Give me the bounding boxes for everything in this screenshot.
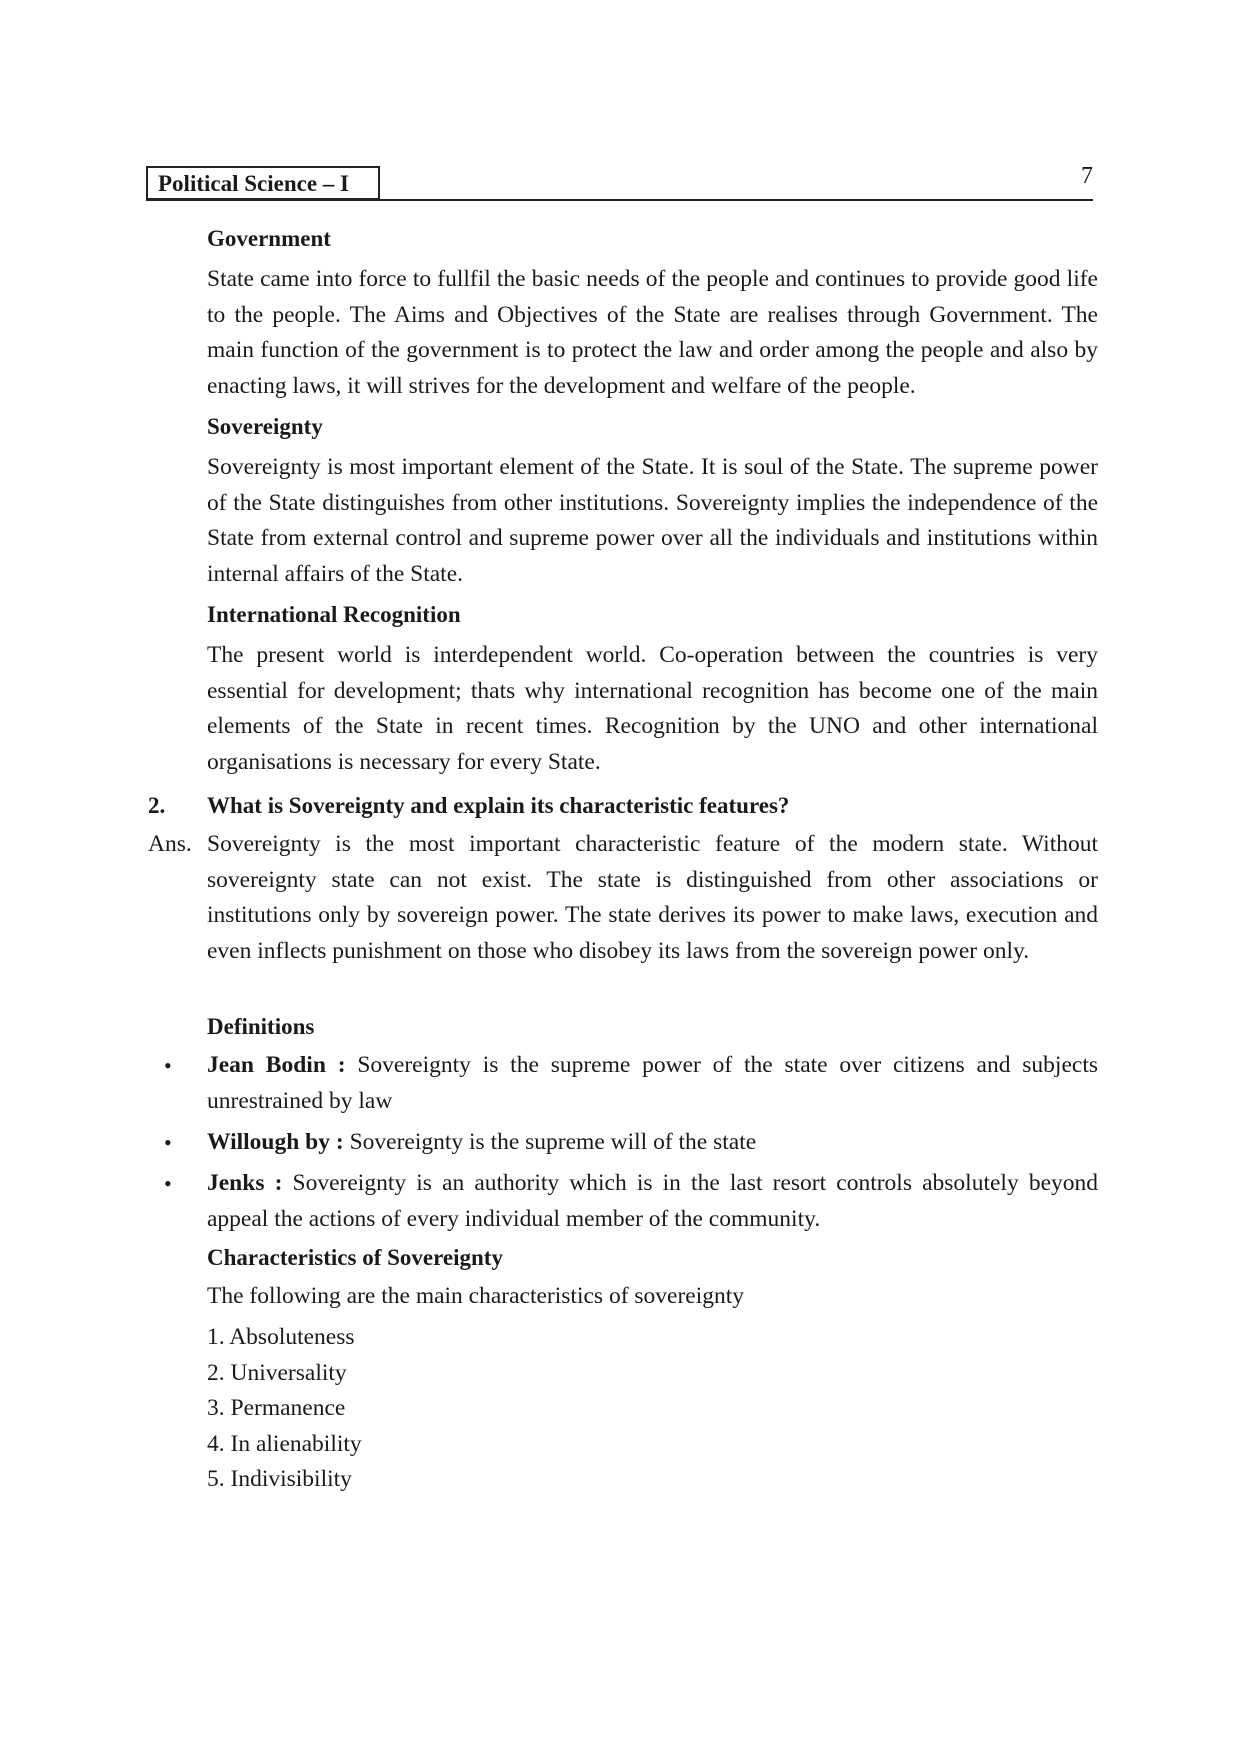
bullet: • [164, 1130, 172, 1155]
page-header [146, 163, 1093, 202]
list-item: 5. Indivisibility [207, 1466, 352, 1492]
definition-item [207, 1125, 1098, 1161]
bullet: • [164, 1171, 172, 1196]
definition-item [207, 1048, 1098, 1119]
definition-item [207, 1166, 1098, 1237]
heading-sovereignty: Sovereignty [207, 414, 323, 439]
definition-author: Willough by : [207, 1129, 344, 1155]
heading-government: Government [207, 226, 331, 251]
page-number: 7 [1081, 163, 1093, 189]
paragraph-government: State came into force to fullfil the basic needs of the people and continues to provide good life to the people. The Aims and Objectives of the State are realises through Government. The main function of the government is to protect the law and order among the people and also by enacting laws, it will strives for the development and welfare of the people. [207, 266, 1098, 399]
heading-international-recognition: International Recognition [207, 602, 461, 627]
definition-author: Jean Bodin : [207, 1052, 346, 1078]
heading-definitions: Definitions [207, 1014, 315, 1039]
characteristics-intro: The following are the main characteristics of sovereignty [207, 1283, 745, 1309]
list-item: 4. In alienability [207, 1431, 362, 1457]
definition-text: Sovereignty is an authority which is in the last resort controls absolutely beyond appeal the actions of every individual member of the community. [207, 1170, 1098, 1232]
header-rule [146, 199, 1093, 201]
heading-characteristics: Characteristics of Sovereignty [207, 1245, 503, 1270]
answer-text: Sovereignty is the most important characteristic feature of the modern state. Without sovereignty state can not exist. The state is distinguished from other associations or institutions only by sovereign power. The state derives its power to make laws, execution and even inflects punishment on those who disobey its laws from the sovereign power only. [207, 831, 1098, 964]
list-item: 3. Permanence [207, 1395, 346, 1421]
bullet: • [164, 1053, 172, 1078]
list-item: 1. Absoluteness [207, 1324, 355, 1350]
question-text: What is Sovereignty and explain its characteristic features? [207, 793, 790, 818]
list-item: 2. Universality [207, 1360, 347, 1386]
paragraph-sovereignty: Sovereignty is most important element of the State. It is soul of the State. The supreme power of the State distinguishes from other institutions. Sovereignty implies the independence of the State from external control and supreme power over all the individuals and institutions within internal affairs of the State. [207, 454, 1098, 587]
header-title: Political Science – I [158, 171, 349, 196]
answer-label: Ans. [148, 831, 192, 857]
definition-author: Jenks : [207, 1170, 283, 1196]
question-number: 2. [148, 793, 166, 818]
paragraph-international-recognition: The present world is interdependent world. Co-operation between the countries is very essential for development; thats why international recognition has become one of the main elements of the State in recent times. Recognition by the UNO and other international organisations is necessary for every State. [207, 642, 1098, 775]
definition-text: Sovereignty is the supreme power of the state over citizens and subjects unrestrained by law [207, 1052, 1098, 1114]
header-title-box [146, 166, 380, 200]
definition-text: Sovereignty is the supreme will of the state [343, 1129, 757, 1155]
